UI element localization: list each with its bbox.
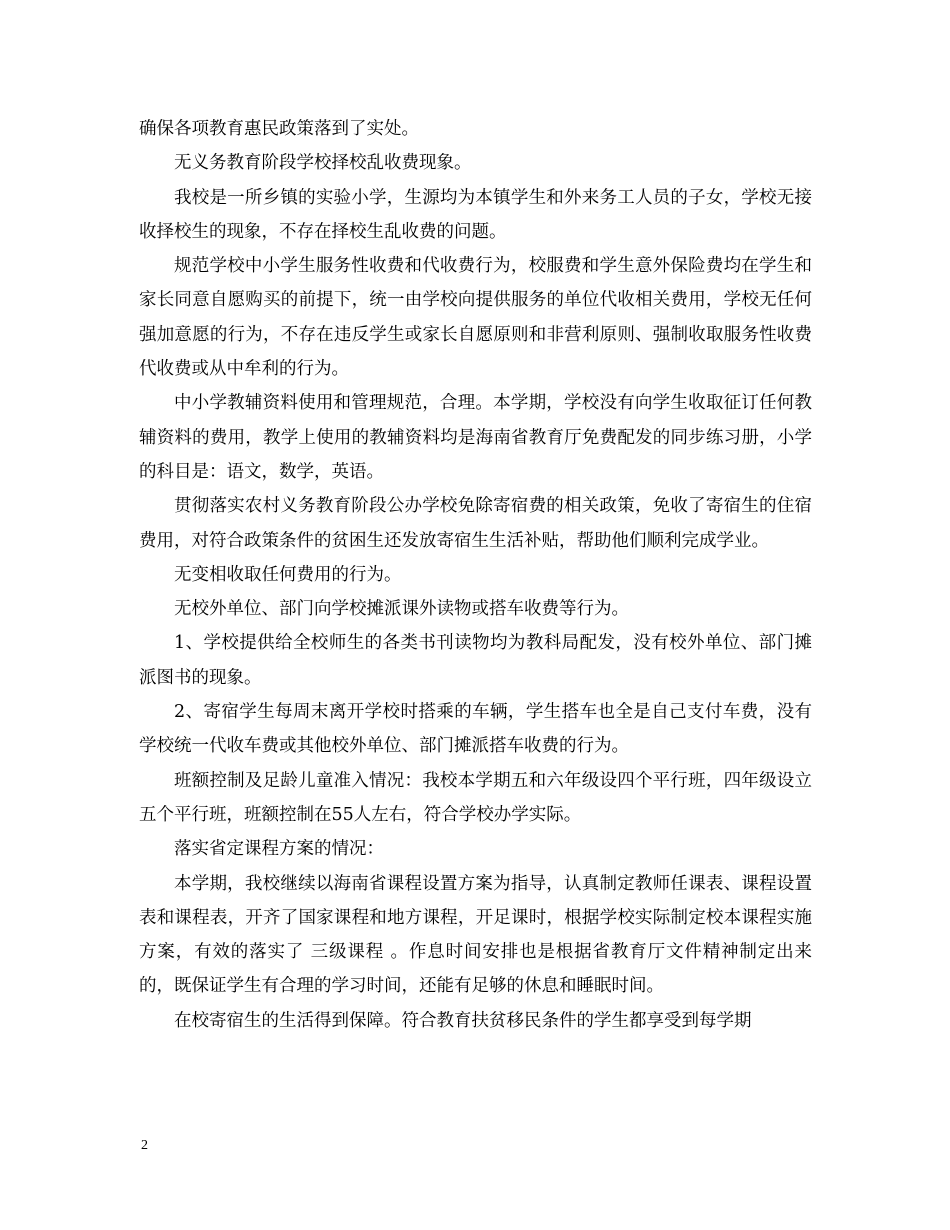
paragraph: 规范学校中小学生服务性收费和代收费行为，校服费和学生意外保险费均在学生和家长同意自愿购买的前提下，统一由学校向提供服务的单位代收相关费用，学校无任何强加意愿的行为，不存在违反学生或家长自愿原则和非营利原则、强制收取服务性收费代收费或从中牟利的行为。 — [139, 256, 812, 380]
paragraph: 无校外单位、部门向学校摊派课外读物或搭车收费等行为。 — [174, 599, 629, 620]
paragraph: 贯彻落实农村义务教育阶段公办学校免除寄宿费的相关政策，免收了寄宿生的住宿费用，对符合政策条件的贫困生还发放寄宿生生活补贴，帮助他们顺利完成学业。 — [139, 496, 812, 551]
paragraph: 落实省定课程方案的情况： — [174, 839, 384, 860]
paragraph: 无义务教育阶段学校择校乱收费现象。 — [174, 153, 472, 174]
paragraph: 确保各项教育惠民政策落到了实处。 — [139, 119, 419, 139]
paragraph: 中小学教辅资料使用和管理规范，合理。本学期，学校没有向学生收取征订任何教辅资料的费用，教学上使用的教辅资料均是海南省教育厅免费配发的同步练习册，小学的科目是：语文，数学，英语。 — [139, 393, 812, 482]
paragraph: 无变相收取任何费用的行为。 — [174, 564, 402, 585]
document-body — [139, 112, 812, 1038]
page-number: 2 — [141, 1138, 148, 1153]
paragraph: 1、学校提供给全校师生的各类书刊读物均为教科局配发，没有校外单位、部门摊派图书的现象。 — [139, 633, 812, 688]
paragraph: 2、寄宿学生每周末离开学校时搭乘的车辆，学生搭车也全是自己支付车费，没有学校统一代收车费或其他校外单位、部门摊派搭车收费的行为。 — [139, 702, 812, 757]
paragraph: 我校是一所乡镇的实验小学，生源均为本镇学生和外来务工人员的子女，学校无接收择校生的现象，不存在择校生乱收费的问题。 — [139, 187, 812, 242]
paragraph: 本学期，我校继续以海南省课程设置方案为指导，认真制定教师任课表、课程设置表和课程表，开齐了国家课程和地方课程，开足课时，根据学校实际制定校本课程实施方案，有效的落实了 三级课程 。作息时间安排也是根据省教育厅文件精神制定出来的，既保证学生有合理的学习时间，还能有足够的休息和睡眠时间。 — [139, 873, 812, 997]
paragraph: 班额控制及足龄儿童准入情况：我校本学期五和六年级设四个平行班，四年级设立五个平行班，班额控制在55人左右，符合学校办学实际。 — [139, 770, 812, 825]
paragraph: 在校寄宿生的生活得到保障。符合教育扶贫移民条件的学生都享受到每学期 — [174, 1010, 752, 1031]
